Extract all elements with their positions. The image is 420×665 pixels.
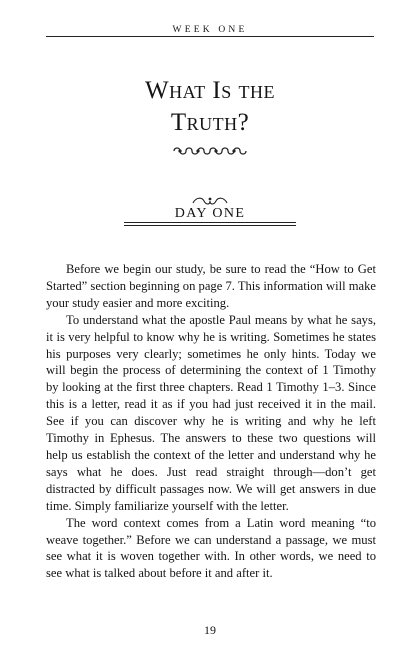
- paragraph-1: Before we begin our study, be sure to read the “How to Get Started” section beginning on page 7. This information will make your study easier and more exciting.: [46, 262, 376, 310]
- running-head-text: WEEK ONE: [169, 25, 252, 35]
- chapter-title: [0, 75, 420, 139]
- flourish-ornament-icon: [170, 145, 250, 157]
- day-heading-rule: [124, 222, 296, 223]
- day-heading-label: DAY ONE: [174, 206, 246, 221]
- day-heading: [124, 196, 296, 226]
- page-number: 19: [204, 623, 216, 637]
- paragraph-3: The word context comes from a Latin word meaning “to weave together.” Before we can understand a passage, we must see what it is woven together with. In other words, we need to see what is talked about before it and after it.: [46, 515, 376, 581]
- body-text: [46, 261, 376, 582]
- day-ornament-icon: [190, 196, 230, 206]
- paragraph-2: To understand what the apostle Paul means by what he says, it is very helpful to know why he is writing. Sometimes he states his purposes very clearly; sometimes he only hints. Today we will begin the process of determining the context of 1 Timothy by looking at the first three chapters. Read 1 Timothy 1–3. Since this is a letter, read it as if you had just received it in the mail. See if you can discover why he is writing and why he left Timothy in Ephesus. The answers to these two questions will help us establish the context of the letter and understand why he says what he does. Just read straight through—don’t get distracted by difficult passages now. We will get answers in due time. Simply familiarize yourself with the letter.: [46, 312, 376, 513]
- running-head: [46, 24, 374, 38]
- chapter-title-line-2: Truth?: [170, 109, 250, 136]
- day-heading-rule-thin: [124, 225, 296, 226]
- running-head-rule: [46, 36, 374, 37]
- chapter-title-line-1: What Is the: [145, 77, 275, 104]
- title-flourish-ornament: [0, 144, 420, 162]
